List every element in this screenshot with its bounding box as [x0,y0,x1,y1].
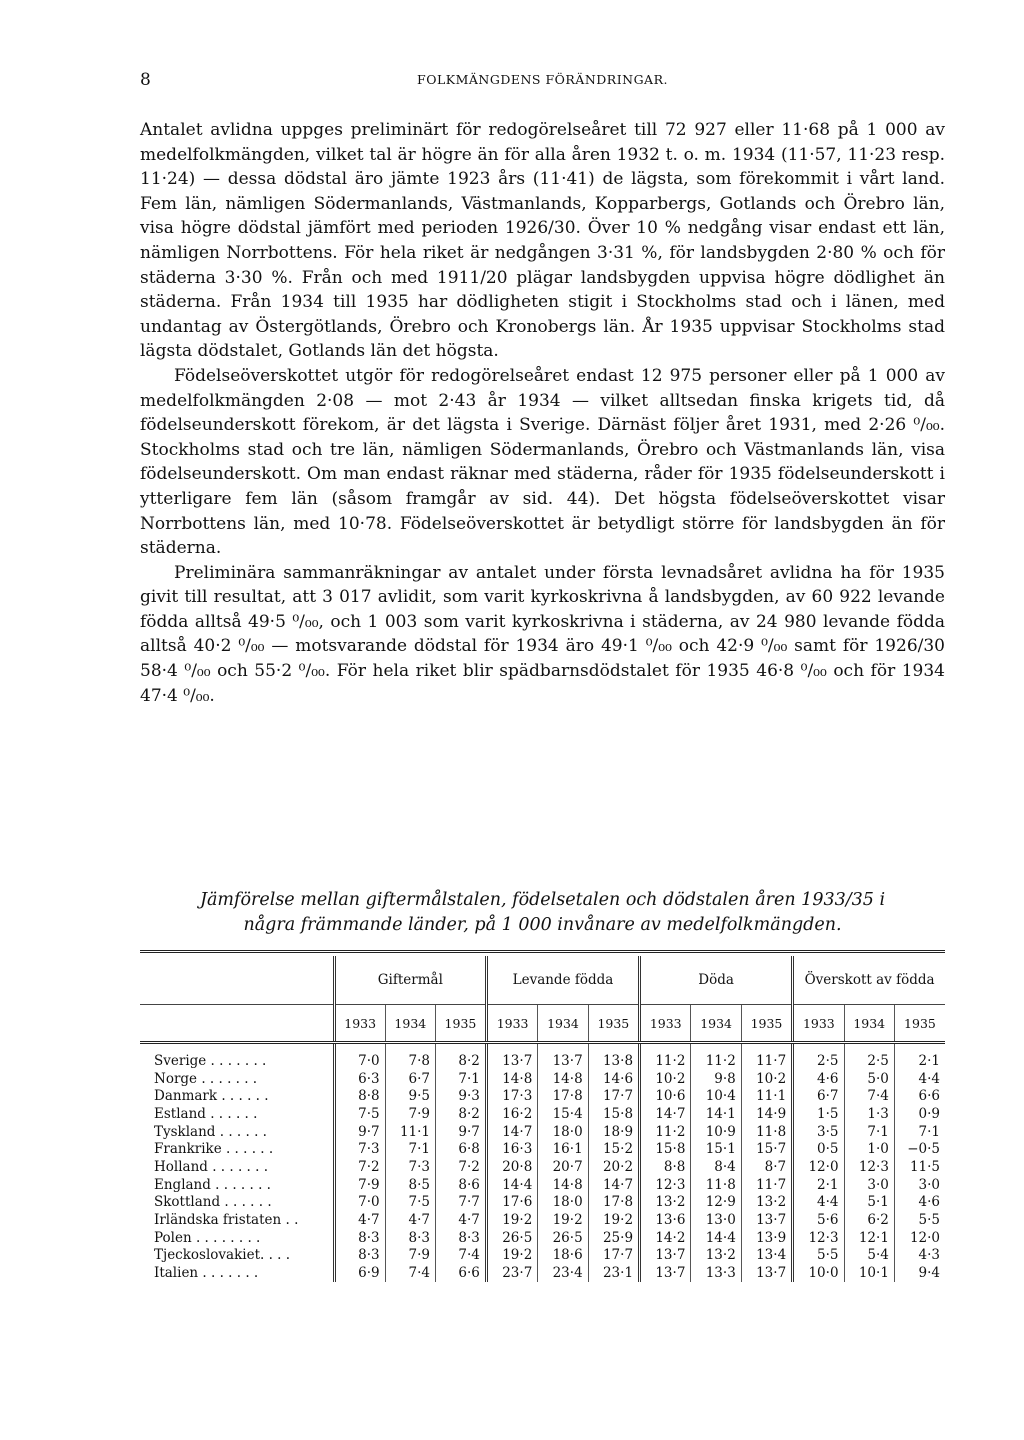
table-cell: 9·7 [436,1123,487,1141]
table-cell: 12·3 [844,1158,894,1176]
table-cell: 7·1 [844,1123,894,1141]
table-cell: 13·4 [741,1247,792,1265]
table-cell: 7·5 [385,1194,435,1212]
table-cell: 17·8 [588,1194,639,1212]
table-cell: 7·8 [385,1043,435,1070]
country-name: Frankrike . . . . . . [154,1141,274,1158]
table-cell: 7·9 [334,1176,385,1194]
table-cell: 11·1 [741,1087,792,1105]
country-name: Polen . . . . . . . . [154,1229,261,1246]
paragraph-infant-mortality: Preliminära sammanräkningar av antalet under första levnadsåret avlidna ha för 1935 givit till resultat, att 3 017 avlidit, som varit kyrkoskrivna å landsbygden, av 60 922 levande födda alltså 49·5 ⁰/₀₀, och 1 003 som varit kyrkoskrivna i städerna, av 24 980 levande födda alltså 40·2 ⁰/₀₀ — motsvarande dödstal för 1934 äro 49·1 ⁰/₀₀ och 42·9 ⁰/₀₀ samt för 1926/30 58·4 ⁰/₀₀ och 55·2 ⁰/₀₀. För hela riket blir spädbarnsdödstalet för 1935 46·8 ⁰/₀₀ och för 1934 47·4 ⁰/₀₀. [140,562,945,706]
table-cell: 6·6 [436,1264,487,1282]
table-cell: 13·7 [640,1264,691,1282]
table-cell: 7·2 [436,1158,487,1176]
table-cell: 11·2 [640,1123,691,1141]
table-cell: 20·8 [486,1158,537,1176]
table-cell: 3·0 [894,1176,945,1194]
table-cell: 13·2 [640,1194,691,1212]
table-cell: 7·4 [844,1087,894,1105]
table-row [140,1158,945,1176]
table-cell: 18·0 [538,1123,588,1141]
table-cell: 10·0 [793,1264,844,1282]
table-cell: 12·9 [691,1194,741,1212]
table-cell: 23·7 [486,1264,537,1282]
year-header: 1935 [894,1005,945,1043]
table-cell: 4·3 [894,1247,945,1265]
table-cell: 4·7 [436,1211,487,1229]
table-cell: 11·7 [741,1176,792,1194]
table-row [140,1123,945,1141]
table-cell: 14·4 [486,1176,537,1194]
table-cell: 15·1 [691,1140,741,1158]
table-cell: 2·5 [844,1043,894,1070]
table-cell: 14·9 [741,1105,792,1123]
table-cell: 8·6 [436,1176,487,1194]
table-cell: 13·3 [691,1264,741,1282]
table-cell: 2·1 [894,1043,945,1070]
table-cell: 26·5 [538,1229,588,1247]
table-cell: 0·5 [793,1140,844,1158]
table-cell: 14·1 [691,1105,741,1123]
table-cell: 12·3 [640,1176,691,1194]
group-header-marriages: Giftermål [334,956,486,1005]
table-cell: 11·8 [741,1123,792,1141]
table-cell: 7·7 [436,1194,487,1212]
table-cell: 13·7 [486,1043,537,1070]
table-cell: 7·1 [894,1123,945,1141]
year-header: 1935 [588,1005,639,1043]
year-header: 1934 [385,1005,435,1043]
table-cell: 16·3 [486,1140,537,1158]
table-cell: 9·8 [691,1070,741,1088]
table-cell: 14·4 [691,1229,741,1247]
table-cell: 6·7 [385,1070,435,1088]
table-cell: 14·7 [640,1105,691,1123]
table-cell: 13·9 [741,1229,792,1247]
table-cell: 7·3 [334,1140,385,1158]
table-cell: 5·1 [844,1194,894,1212]
table-cell: 11·1 [385,1123,435,1141]
table-cell: 4·7 [334,1211,385,1229]
table-cell: 15·2 [588,1140,639,1158]
table-cell: 19·2 [538,1211,588,1229]
table-cell: 6·7 [793,1087,844,1105]
page-number: 8 [140,70,151,90]
table-row [140,1105,945,1123]
table-cell: 5·6 [793,1211,844,1229]
year-header: 1933 [640,1005,691,1043]
table-cell: 14·7 [588,1176,639,1194]
table-row [140,1264,945,1282]
table-cell: 6·9 [334,1264,385,1282]
table-cell: 12·0 [894,1229,945,1247]
country-name: Irländska fristaten . . [154,1212,299,1229]
table-cell: 0·9 [894,1105,945,1123]
table-cell: 14·8 [486,1070,537,1088]
table-cell: 10·9 [691,1123,741,1141]
table-cell: 17·6 [486,1194,537,1212]
table-cell: 10·2 [640,1070,691,1088]
table-cell: 15·8 [640,1140,691,1158]
table-cell: 5·0 [844,1070,894,1088]
table-cell: 4·6 [894,1194,945,1212]
table-cell: 6·2 [844,1211,894,1229]
table-cell: 13·2 [741,1194,792,1212]
table-cell: 13·7 [741,1264,792,1282]
table-cell: 13·7 [538,1043,588,1070]
table-cell: 13·7 [640,1247,691,1265]
comparison-table [140,950,945,1282]
table-caption-line: några främmande länder, på 1 000 invånare av medelfolkmängden. [243,915,842,935]
table-cell: 8·5 [385,1176,435,1194]
table-cell: 11·8 [691,1176,741,1194]
country-name: Norge . . . . . . . [154,1070,258,1087]
table-row [140,1070,945,1088]
page-header [140,70,945,92]
country-name: Italien . . . . . . . [154,1265,259,1282]
year-header: 1933 [334,1005,385,1043]
table-cell: 2·1 [793,1176,844,1194]
table-cell: 16·2 [486,1105,537,1123]
table-cell: 20·7 [538,1158,588,1176]
country-name: Holland . . . . . . . [154,1158,268,1175]
table-cell: 7·9 [385,1247,435,1265]
table-cell: 11·2 [691,1043,741,1070]
country-name: Skottland . . . . . . [154,1194,272,1211]
table-cell: 25·9 [588,1229,639,1247]
table-cell: 10·2 [741,1070,792,1088]
table-cell: 8·2 [436,1105,487,1123]
year-header: 1935 [436,1005,487,1043]
year-header: 1933 [793,1005,844,1043]
table-cell: 7·1 [385,1140,435,1158]
table-cell: 4·4 [793,1194,844,1212]
country-name: Sverige . . . . . . . [154,1052,267,1069]
country-name: Danmark . . . . . . [154,1088,269,1105]
table-cell: 8·3 [385,1229,435,1247]
table-cell: 7·0 [334,1043,385,1070]
table-cell: 13·7 [741,1211,792,1229]
table-cell: 15·4 [538,1105,588,1123]
table-cell: 4·4 [894,1070,945,1088]
corner-cell [140,956,334,1005]
table-cell: 5·4 [844,1247,894,1265]
paragraph-birth-surplus: Födelseöverskottet utgör för redogörelseåret endast 12 975 personer eller på 1 000 av medelfolkmängden 2·08 — mot 2·43 år 1934 — vilket alltsedan finska krigets tid, då födelseunderskott förekom, är det lägsta i Sverige. Därnäst följer året 1931, med 2·26 ⁰/₀₀. Stockholms stad och tre län, nämligen Södermanlands, Örebro och Västmanlands län, visa födelseunderskott. Om man endast räknar med städerna, råder för 1935 födelseunderskott i ytterligare fem län (såsom framgår av sid. 44). Det högsta födelseöverskottet visar Norrbottens län, med 10·78. Födelseöverskottet är betydligt större för landsbygden än för städerna. [140,365,945,559]
table-cell: 11·7 [741,1043,792,1070]
table-caption-line: Jämförelse mellan giftermålstalen, födelsetalen och dödstalen åren 1933/35 i [199,890,886,910]
table-cell: 17·7 [588,1087,639,1105]
table-cell: 5·5 [793,1247,844,1265]
table-cell: −0·5 [894,1140,945,1158]
table-cell: 9·7 [334,1123,385,1141]
table-cell: 13·0 [691,1211,741,1229]
table-cell: 1·5 [793,1105,844,1123]
table-cell: 8·8 [334,1087,385,1105]
table-cell: 23·1 [588,1264,639,1282]
table-cell: 3·0 [844,1176,894,1194]
table-cell: 7·3 [385,1158,435,1176]
year-header: 1934 [538,1005,588,1043]
table-row [140,1176,945,1194]
table-cell: 8·4 [691,1158,741,1176]
table-cell: 1·0 [844,1140,894,1158]
table-cell: 11·5 [894,1158,945,1176]
running-title: FOLKMÄNGDENS FÖRÄNDRINGAR. [417,72,668,87]
table-cell: 8·3 [334,1229,385,1247]
paragraph-deaths: Antalet avlidna uppges preliminärt för redogörelseåret till 72 927 eller 11·68 på 1 000 av medelfolkmängden, vilket tal är högre än för alla åren 1932 t. o. m. 1934 (11·57, 11·23 resp. 11·24) — dessa dödstal äro jämte 1923 års (11·41) de lägsta, som förekommit i vårt land. Fem län, nämligen Södermanlands, Västmanlands, Kopparbergs, Gotlands och Örebro län, visa högre dödstal jämfört med perioden 1926/30. Över 10 % nedgång visar endast ett län, nämligen Norrbottens. För hela riket är nedgången 3·31 %, för landsbygden 2·80 % och för städerna 3·30 %. Från och med 1911/20 plägar landsbygden uppvisa högre dödlighet än städerna. Från 1934 till 1935 har dödligheten stigit i Stockholms stad och i länen, med undantag av Östergötlands, Örebro och Kronobergs län. År 1935 uppvisar Stockholms stad lägsta dödstalet, Gotlands län det högsta. [140,120,945,362]
table-cell: 14·8 [538,1070,588,1088]
table-cell: 16·1 [538,1140,588,1158]
table-cell: 14·6 [588,1070,639,1088]
table-cell: 9·3 [436,1087,487,1105]
table-cell: 8·7 [741,1158,792,1176]
table-cell: 14·2 [640,1229,691,1247]
table-cell: 7·5 [334,1105,385,1123]
table-row [140,1087,945,1105]
table-cell: 12·1 [844,1229,894,1247]
table-cell: 2·5 [793,1043,844,1070]
table-cell: 7·9 [385,1105,435,1123]
table-cell: 14·8 [538,1176,588,1194]
table-cell: 12·0 [793,1158,844,1176]
table-cell: 7·2 [334,1158,385,1176]
table-caption [140,888,945,938]
table-row [140,1140,945,1158]
table-cell: 19·2 [486,1211,537,1229]
year-header: 1935 [741,1005,792,1043]
table-cell: 8·8 [640,1158,691,1176]
table-cell: 13·2 [691,1247,741,1265]
year-header: 1933 [486,1005,537,1043]
table-cell: 8·3 [334,1247,385,1265]
table-row [140,1247,945,1265]
table-cell: 6·6 [894,1087,945,1105]
table-row [140,1229,945,1247]
table-row [140,1194,945,1212]
table-cell: 8·2 [436,1043,487,1070]
table-cell: 18·6 [538,1247,588,1265]
table-cell: 7·4 [436,1247,487,1265]
group-header-birth-surplus: Överskott av födda [793,956,945,1005]
table-cell: 12·3 [793,1229,844,1247]
body-text [140,118,945,708]
year-header: 1934 [844,1005,894,1043]
table-cell: 26·5 [486,1229,537,1247]
table-cell: 20·2 [588,1158,639,1176]
table-cell: 17·8 [538,1087,588,1105]
table-cell: 3·5 [793,1123,844,1141]
table-cell: 6·8 [436,1140,487,1158]
table-cell: 1·3 [844,1105,894,1123]
table-cell: 4·7 [385,1211,435,1229]
table-cell: 14·7 [486,1123,537,1141]
table-cell: 8·3 [436,1229,487,1247]
table-row [140,1211,945,1229]
table-cell: 15·7 [741,1140,792,1158]
table-cell: 18·9 [588,1123,639,1141]
country-name: Estland . . . . . . [154,1105,258,1122]
table-cell: 13·8 [588,1043,639,1070]
group-header-live-births: Levande födda [486,956,639,1005]
table-cell: 9·5 [385,1087,435,1105]
table-cell: 10·6 [640,1087,691,1105]
country-name: Tjeckoslovakiet. . . . [154,1247,291,1264]
table-cell: 9·4 [894,1264,945,1282]
table-cell: 19·2 [486,1247,537,1265]
year-header: 1934 [691,1005,741,1043]
table-cell: 11·2 [640,1043,691,1070]
table-cell: 13·6 [640,1211,691,1229]
table-cell: 6·3 [334,1070,385,1088]
table-cell: 18·0 [538,1194,588,1212]
table-body [140,1043,945,1282]
table-cell: 10·1 [844,1264,894,1282]
table-cell: 7·0 [334,1194,385,1212]
table-cell: 4·6 [793,1070,844,1088]
table-cell: 17·3 [486,1087,537,1105]
country-name: Tyskland . . . . . . [154,1123,267,1140]
table-cell: 5·5 [894,1211,945,1229]
table-cell: 10·4 [691,1087,741,1105]
table-cell: 19·2 [588,1211,639,1229]
table-cell: 23·4 [538,1264,588,1282]
table-cell: 15·8 [588,1105,639,1123]
group-header-deaths: Döda [640,956,793,1005]
table-row [140,1043,945,1070]
table-cell: 7·1 [436,1070,487,1088]
table-cell: 7·4 [385,1264,435,1282]
country-name: England . . . . . . . [154,1176,271,1193]
table-cell: 17·7 [588,1247,639,1265]
